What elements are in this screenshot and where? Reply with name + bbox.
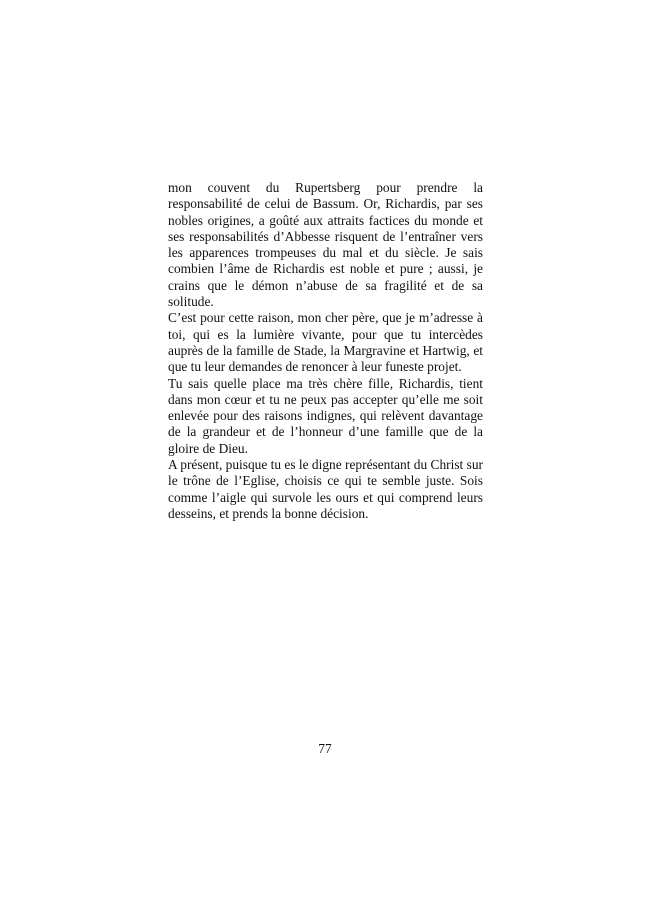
body-text (168, 180, 483, 522)
paragraph: mon couvent du Rupertsberg pour prendre la responsabilité de celui de Bassum. Or, Richardis, par ses nobles origines, a goûté aux attraits factices du monde et ses responsabilités d’Abbesse risquent de l’entraîner vers les apparences trompeuses du mal et du siècle. Je sais combien l’âme de Richardis est noble et pure ; aussi, je crains que le démon n’abuse de sa fragilité et de sa solitude. (168, 180, 483, 310)
paragraph: C’est pour cette raison, mon cher père, que je m’adresse à toi, qui es la lumière vivante, pour que tu intercèdes auprès de la famille de Stade, la Margravine et Hartwig, et que tu leur demandes de renoncer à leur funeste projet. (168, 310, 483, 375)
paragraph: Tu sais quelle place ma très chère fille, Richardis, tient dans mon cœur et tu ne peux pas accepter qu’elle me soit enlevée pour des raisons indignes, qui relèvent davantage de la grandeur et de l’honneur d’une famille que de la gloire de Dieu. (168, 375, 483, 456)
paragraph: A présent, puisque tu es le digne représentant du Christ sur le trône de l’Eglise, choisis ce qui te semble juste. Sois comme l’aigle qui survole les ours et qui comprend leurs desseins, et prends la bonne décision. (168, 457, 483, 521)
page-number: 77 (318, 741, 332, 756)
